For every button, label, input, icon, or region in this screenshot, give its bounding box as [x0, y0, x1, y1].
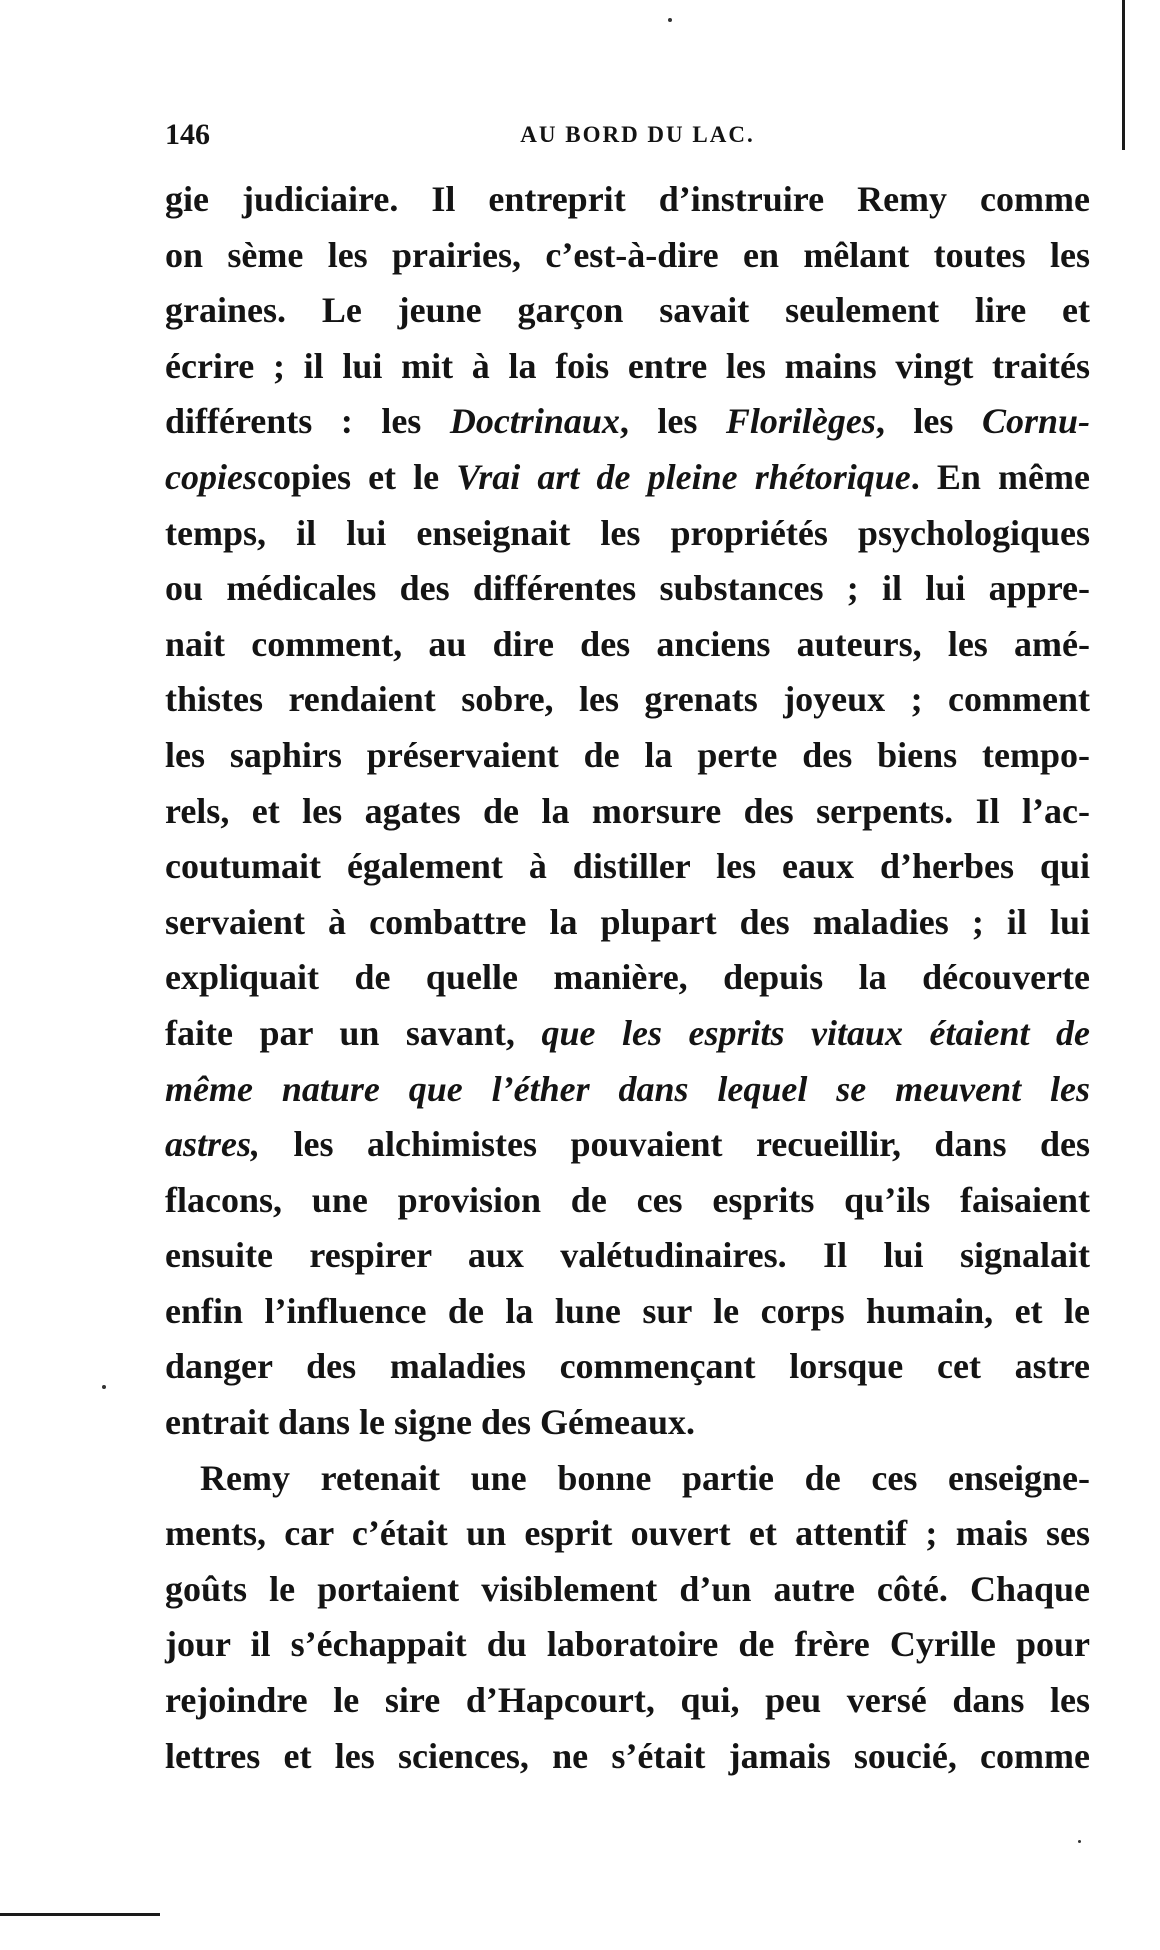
text-line: ou médicales des différentes substances ; il lui appre- — [165, 568, 1090, 609]
text-line: servaient à combattre la plupart des maladies ; il lui — [165, 901, 1090, 942]
body-text — [165, 172, 1090, 1784]
text-line: Remy retenait une bonne partie de ces enseigne- — [200, 1457, 1090, 1498]
text-line — [165, 1117, 1090, 1173]
italic-title: Florilèges — [725, 401, 876, 442]
text-line: gie judiciaire. Il entreprit d’instruire Remy comme — [165, 179, 1090, 219]
text-line: écrire ; il lui mit à la fois entre les mains vingt traités — [165, 345, 1090, 386]
print-speck — [668, 18, 672, 22]
italic-title: copies — [165, 456, 257, 497]
text-line — [165, 1006, 1090, 1062]
italic-title: Doctrinaux — [449, 401, 620, 442]
italic-quote: astres, — [165, 1124, 261, 1165]
text-line: lettres et les sciences, ne s’était jamais soucié, comme — [165, 1735, 1090, 1776]
print-speck — [1078, 1840, 1081, 1843]
text-line: graines. Le jeune garçon savait seulement lire et — [165, 290, 1090, 331]
page-number: 146 — [165, 118, 210, 151]
text-line: on sème les prairies, c’est-à-dire en mêlant toutes les — [165, 234, 1090, 275]
italic-title: Vrai art de pleine rhétorique — [456, 456, 911, 497]
italic-quote: même nature que l’éther dans lequel se meuvent les — [165, 1068, 1090, 1109]
text-run: , les — [875, 401, 982, 442]
text-line: jour il s’échappait du laboratoire de frère Cyrille pour — [165, 1624, 1090, 1665]
text-line: ments, car c’était un esprit ouvert et attentif ; mais ses — [165, 1513, 1090, 1554]
text-line: thistes rendaient sobre, les grenats joyeux ; comment — [165, 679, 1090, 720]
text-line: expliquait de quelle manière, depuis la découverte — [165, 957, 1090, 998]
text-line: flacons, une provision de ces esprits qu’ils faisaient — [165, 1179, 1090, 1220]
text-line: coutumait également à distiller les eaux d’herbes qui — [165, 846, 1090, 887]
text-line: ensuite respirer aux valétudinaires. Il lui signalait — [165, 1235, 1090, 1276]
text-line: les saphirs préservaient de la perte des biens tempo- — [165, 734, 1090, 775]
text-line — [165, 394, 1090, 450]
text-line — [165, 450, 1090, 506]
text-line: temps, il lui enseignait les propriétés psychologiques — [165, 512, 1090, 553]
text-run: différents : les — [165, 401, 450, 442]
italic-title: Cornu- — [981, 401, 1090, 442]
text-line: entrait dans le signe des Gémeaux. — [165, 1402, 695, 1443]
text-run: , les — [619, 401, 726, 442]
bottom-rule — [0, 1913, 160, 1916]
text-run: faite par un savant, — [165, 1012, 542, 1053]
text-line: nait comment, au dire des anciens auteurs, les amé- — [165, 623, 1090, 664]
running-head: AU BORD DU LAC. — [520, 122, 755, 147]
text-line: goûts le portaient visiblement d’un autre côté. Chaque — [165, 1568, 1090, 1609]
print-speck — [102, 1385, 106, 1389]
text-run: les alchimistes pouvaient recueillir, dans des — [260, 1124, 1090, 1165]
text-line — [165, 1062, 1090, 1118]
text-run: copies et le — [256, 456, 457, 497]
italic-quote: que les esprits vitaux étaient de — [541, 1012, 1091, 1053]
page-header — [165, 118, 1090, 158]
text-line: enfin l’influence de la lune sur le corps humain, et le — [165, 1290, 1090, 1331]
page-edge-rule — [1122, 0, 1125, 150]
text-run: . En même — [910, 456, 1090, 497]
text-line: danger des maladies commençant lorsque cet astre — [165, 1346, 1090, 1387]
text-line: rels, et les agates de la morsure des serpents. Il l’ac- — [165, 790, 1090, 831]
text-line: rejoindre le sire d’Hapcourt, qui, peu versé dans les — [165, 1680, 1090, 1721]
